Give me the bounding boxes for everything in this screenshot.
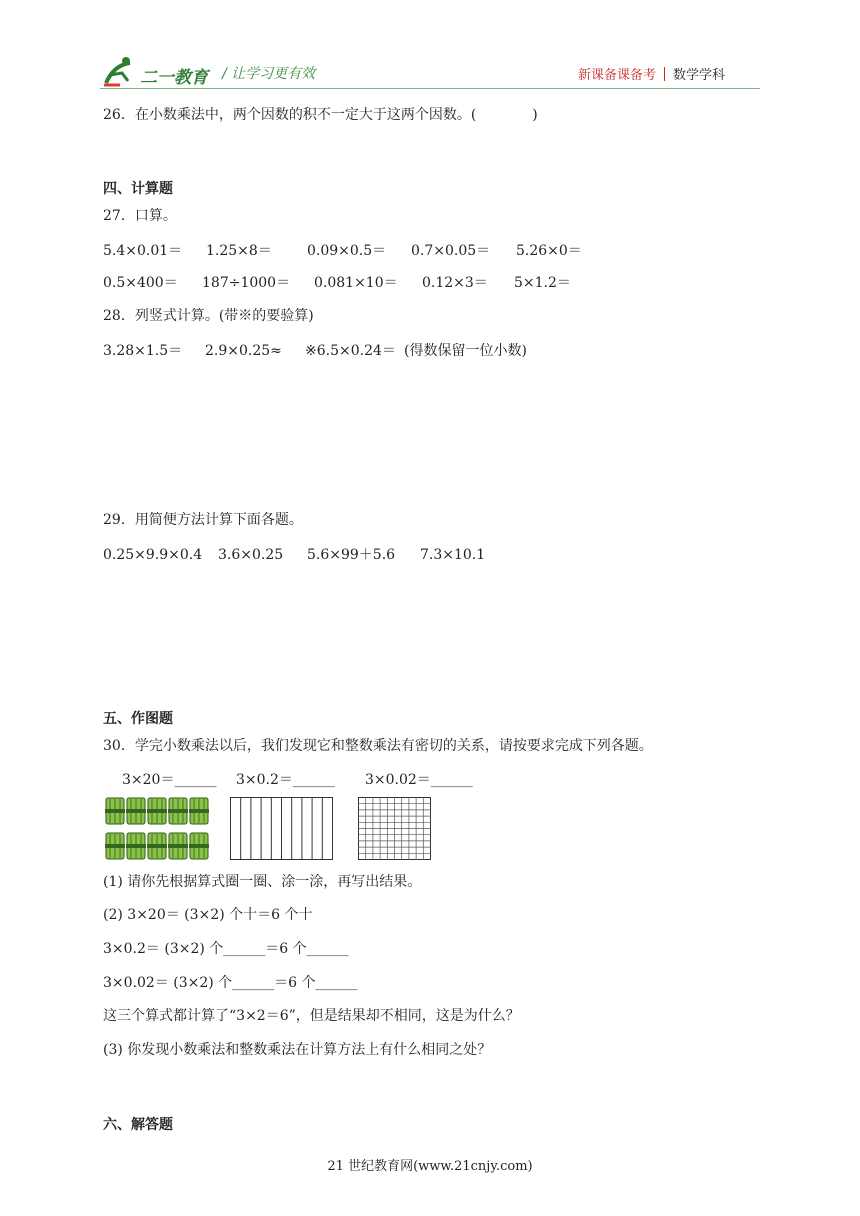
q30-part-3: (3) 你发现小数乘法和整数乘法在计算方法上有什么相同之处？ xyxy=(103,1042,492,1058)
page-footer: 21 世纪教育网(www.21cnjy.com) xyxy=(327,1159,533,1174)
equation-blank: 3×0.02＝______ xyxy=(365,772,473,788)
header-course: 新课备课备考 xyxy=(578,68,657,83)
tenths-grid xyxy=(230,797,334,861)
equation-blank: 3×20＝______ xyxy=(122,772,217,788)
calc-item: 5.6×99＋5.6 xyxy=(307,547,396,563)
logo-text: 二一教育 xyxy=(140,68,208,88)
calc-item: ※6.5×0.24＝ xyxy=(305,343,396,359)
equation-blank: 3×0.2＝______ xyxy=(236,772,335,788)
hundredths-grid xyxy=(358,797,432,861)
calc-item: 5.4×0.01＝ xyxy=(103,243,183,259)
calc-item: 0.5×400＝ xyxy=(103,275,178,291)
section-heading-5: 五、作图题 xyxy=(103,711,173,727)
calc-note: (得数保留一位小数) xyxy=(404,343,527,359)
question-28-title: 28．列竖式计算。(带※的要验算) xyxy=(103,308,314,324)
calc-item: 7.3×10.1 xyxy=(420,547,486,563)
calc-item: 1.25×8＝ xyxy=(206,243,272,259)
calc-item: 5.26×0＝ xyxy=(516,243,582,259)
calc-item: 2.9×0.25≈ xyxy=(205,343,282,359)
calc-item: 0.12×3＝ xyxy=(422,275,488,291)
question-27-title: 27．口算。 xyxy=(103,208,177,224)
calc-item: 0.25×9.9×0.4 xyxy=(103,547,203,563)
q30-part-2-line: 3×0.02＝ (3×2) 个______＝6 个______ xyxy=(103,975,358,991)
calc-item: 3.6×0.25 xyxy=(218,547,284,563)
question-30-title: 30．学完小数乘法以后，我们发现它和整数乘法有密切的关系，请按要求完成下列各题。 xyxy=(103,738,653,754)
question-26: 26．在小数乘法中，两个因数的积不一定大于这两个因数。( ) xyxy=(103,107,538,123)
calc-item: 5×1.2＝ xyxy=(514,275,571,291)
calc-item: 3.28×1.5＝ xyxy=(103,343,183,359)
header-rule xyxy=(100,88,760,89)
q30-part-1: (1) 请你先根据算式圈一圈、涂一涂，再写出结果。 xyxy=(103,874,422,890)
header-subject: 数学学科 xyxy=(673,68,726,83)
q30-part-2-line: 3×0.2＝ (3×2) 个______＝6 个______ xyxy=(103,941,349,957)
header-divider xyxy=(664,67,665,81)
q30-part-2-question: 这三个算式都计算了“3×2＝6”，但是结果却不相同，这是为什么？ xyxy=(103,1008,520,1024)
question-29-title: 29．用简便方法计算下面各题。 xyxy=(103,512,303,528)
header-right xyxy=(578,64,725,83)
section-heading-4: 四、计算题 xyxy=(103,181,173,197)
q30-part-2: (2) 3×20＝ (3×2) 个十＝6 个十 xyxy=(103,907,313,923)
calc-item: 0.09×0.5＝ xyxy=(307,243,387,259)
runner-logo-icon xyxy=(100,55,140,89)
calc-item: 0.081×10＝ xyxy=(314,275,398,291)
slogan: / 让学习更有效 xyxy=(222,66,316,82)
calc-item: 187÷1000＝ xyxy=(202,275,291,291)
stick-bundles-figure xyxy=(104,796,214,862)
section-heading-6: 六、解答题 xyxy=(103,1117,173,1133)
calc-item: 0.7×0.05＝ xyxy=(411,243,491,259)
